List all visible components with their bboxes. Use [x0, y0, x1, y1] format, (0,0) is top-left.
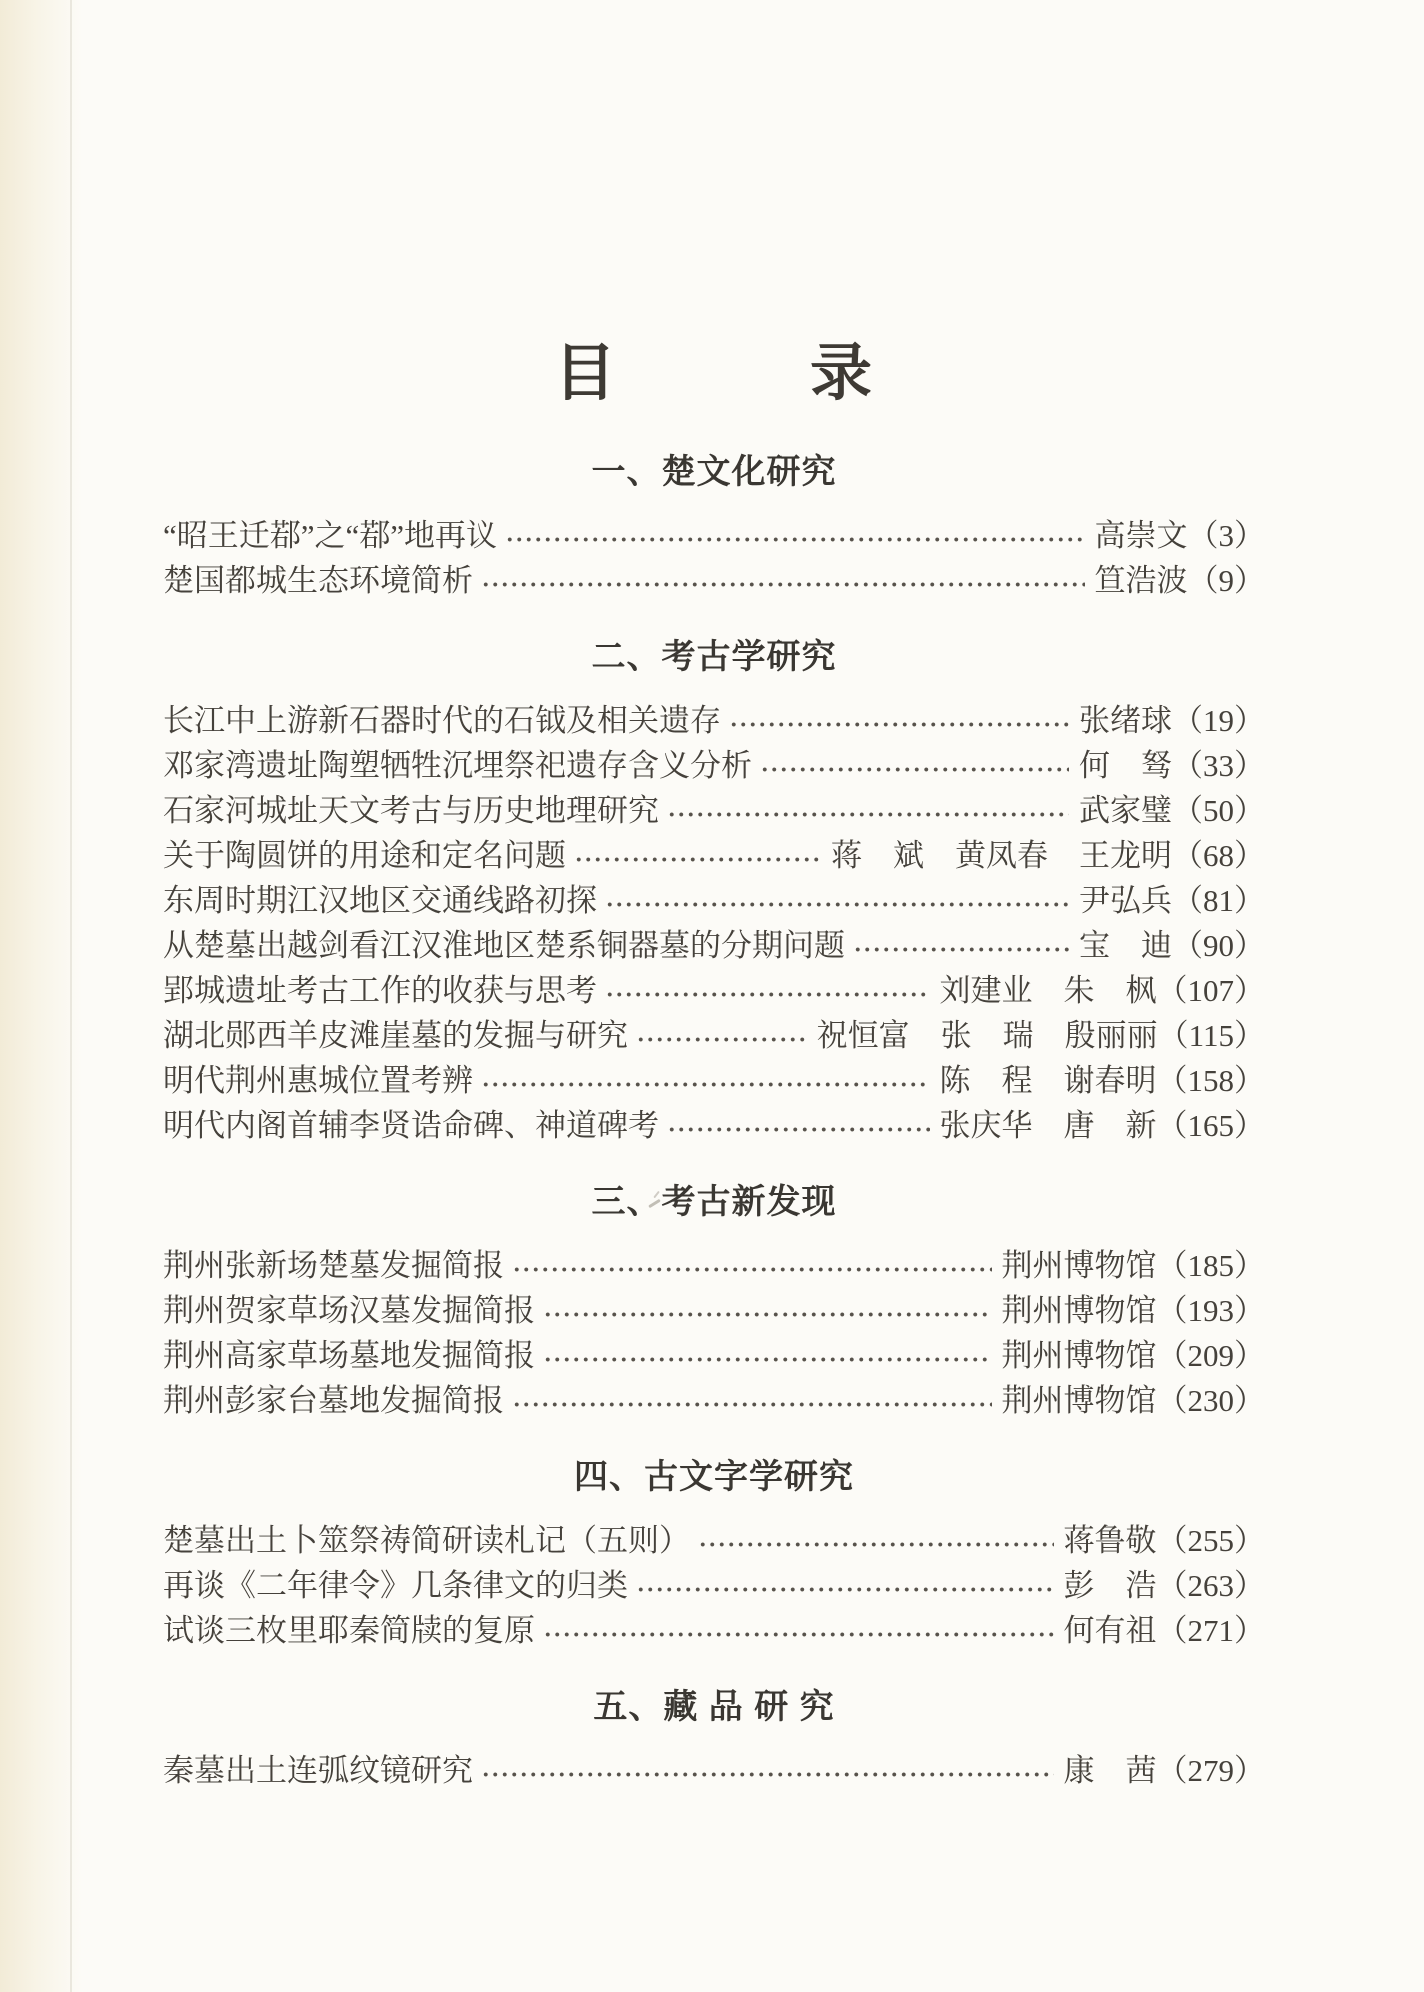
dot-leader — [698, 1518, 1054, 1563]
toc-entry-row — [163, 558, 1265, 603]
dot-leader — [729, 698, 1069, 743]
entry-title: 长江中上游新石器时代的石钺及相关遗存 — [163, 703, 721, 738]
section-heading: 二、考古学研究 — [591, 638, 837, 676]
section-heading: 四、古文字学研究 — [574, 1458, 854, 1496]
entry-authors: 康 茜 — [1063, 1753, 1157, 1788]
toc-entry-row — [163, 1288, 1265, 1333]
entry-page-number: （271） — [1156, 1613, 1265, 1648]
section-entries — [163, 698, 1265, 1148]
dot-leader — [543, 1608, 1054, 1653]
toc-entry-row — [163, 968, 1265, 1013]
dot-leader — [543, 1333, 992, 1378]
entry-page-number: （165） — [1156, 1108, 1265, 1143]
entry-title: 东周时期江汉地区交通线路初探 — [163, 883, 597, 918]
entry-authors: 何 驽 — [1079, 748, 1172, 783]
entry-page-number: （279） — [1156, 1753, 1265, 1788]
toc-section — [163, 1180, 1265, 1423]
toc-section — [163, 1685, 1265, 1793]
entry-page-number: （107） — [1156, 973, 1265, 1008]
toc-entry-row — [163, 923, 1265, 968]
toc-section — [163, 450, 1265, 603]
entry-authors: 陈 程 谢春明 — [939, 1063, 1157, 1098]
toc-sections — [163, 450, 1265, 1793]
entry-title: 楚国都城生态环境简析 — [163, 563, 473, 598]
entry-title: 荆州贺家草场汉墓发掘简报 — [163, 1293, 535, 1328]
toc-entry-row — [163, 743, 1265, 788]
entry-authors: 笪浩波 — [1094, 563, 1188, 598]
entry-page-number: （185） — [1156, 1248, 1265, 1283]
entry-authors: 荆州博物馆 — [1001, 1248, 1157, 1283]
entry-authors: 高崇文 — [1094, 518, 1188, 553]
entry-authors: 宝 迪 — [1079, 928, 1172, 963]
entry-page-number: （158） — [1156, 1063, 1265, 1098]
toc-entry-row — [163, 1058, 1265, 1103]
entry-page-number: （209） — [1156, 1338, 1265, 1373]
dot-leader — [574, 833, 821, 878]
entry-title: 再谈《二年律令》几条律文的归类 — [163, 1568, 628, 1603]
entry-title: “昭王迁鄀”之“鄀”地再议 — [163, 518, 498, 553]
section-heading: 五、藏 品 研 究 — [593, 1688, 835, 1726]
dot-leader — [505, 513, 1084, 558]
entry-title: 石家河城址天文考古与历史地理研究 — [163, 793, 659, 828]
toc-entry-row — [163, 1103, 1265, 1148]
dot-leader — [481, 1748, 1054, 1793]
entry-title: 邓家湾遗址陶塑牺牲沉埋祭祀遗存含义分析 — [163, 748, 752, 783]
entry-page-number: （68） — [1172, 838, 1265, 873]
dot-leader — [636, 1013, 807, 1058]
entry-page-number: （193） — [1156, 1293, 1265, 1328]
entry-authors: 何有祖 — [1063, 1613, 1157, 1648]
entry-title: 荆州高家草场墓地发掘简报 — [163, 1338, 535, 1373]
entry-authors: 尹弘兵 — [1079, 883, 1172, 918]
entry-page-number: （81） — [1172, 883, 1265, 918]
toc-entry-row — [163, 1333, 1265, 1378]
entry-page-number: （50） — [1172, 793, 1265, 828]
dot-leader — [605, 968, 930, 1013]
entry-authors: 蒋鲁敬 — [1063, 1523, 1157, 1558]
dot-leader — [543, 1288, 992, 1333]
entry-title: 试谈三枚里耶秦简牍的复原 — [163, 1613, 535, 1648]
entry-authors: 荆州博物馆 — [1001, 1383, 1157, 1418]
page-title: 目 录 — [553, 340, 874, 408]
entry-title: 湖北郧西羊皮滩崖墓的发掘与研究 — [163, 1018, 628, 1053]
entry-title: 荆州张新场楚墓发掘简报 — [163, 1248, 504, 1283]
section-entries — [163, 1748, 1265, 1793]
entry-page-number: （19） — [1172, 703, 1265, 738]
dot-leader — [667, 788, 1069, 833]
toc-entry-row — [163, 1378, 1265, 1423]
entry-authors: 刘建业 朱 枫 — [939, 973, 1157, 1008]
toc-entry-row — [163, 1563, 1265, 1608]
entry-authors: 荆州博物馆 — [1001, 1293, 1157, 1328]
entry-page-number: （230） — [1156, 1383, 1265, 1418]
section-heading: 三、考古新发现 — [591, 1183, 837, 1221]
dot-leader — [605, 878, 1069, 923]
toc-entry-row — [163, 1748, 1265, 1793]
entry-title: 关于陶圆饼的用途和定名问题 — [163, 838, 566, 873]
dot-leader — [481, 1058, 930, 1103]
toc-entry-row — [163, 1243, 1265, 1288]
entry-title: 明代荆州惠城位置考辨 — [163, 1063, 473, 1098]
entry-authors: 荆州博物馆 — [1001, 1338, 1157, 1373]
entry-page-number: （90） — [1172, 928, 1265, 963]
toc-entry-row — [163, 1518, 1265, 1563]
entry-page-number: （33） — [1172, 748, 1265, 783]
entry-authors: 彭 浩 — [1063, 1568, 1157, 1603]
entry-authors: 蒋 斌 黄凤春 王龙明 — [831, 838, 1172, 873]
toc-entry-row — [163, 513, 1265, 558]
entry-title: 楚墓出土卜筮祭祷简研读札记（五则） — [163, 1523, 690, 1558]
toc-entry-row — [163, 698, 1265, 743]
section-entries — [163, 1518, 1265, 1653]
entry-page-number: （255） — [1156, 1523, 1265, 1558]
entry-page-number: （263） — [1156, 1568, 1265, 1603]
dot-leader — [512, 1243, 992, 1288]
section-entries — [163, 513, 1265, 603]
toc-entry-row — [163, 833, 1265, 878]
entry-page-number: （9） — [1187, 563, 1265, 598]
toc-entry-row — [163, 1608, 1265, 1653]
section-entries — [163, 1243, 1265, 1423]
entry-title: 秦墓出土连弧纹镜研究 — [163, 1753, 473, 1788]
page-left-crease — [70, 0, 72, 1992]
dot-leader — [512, 1378, 992, 1423]
entry-title: 荆州彭家台墓地发掘简报 — [163, 1383, 504, 1418]
dot-leader — [667, 1103, 930, 1148]
entry-title: 明代内阁首辅李贤诰命碑、神道碑考 — [163, 1108, 659, 1143]
section-heading: 一、楚文化研究 — [591, 453, 837, 491]
page-left-spine-tint — [0, 0, 82, 1992]
dot-leader — [760, 743, 1069, 788]
entry-authors: 张绪球 — [1079, 703, 1172, 738]
entry-authors: 祝恒富 张 瑞 殷丽丽 — [816, 1018, 1158, 1053]
toc-entry-row — [163, 878, 1265, 923]
entry-title: 从楚墓出越剑看江汉淮地区楚系铜器墓的分期问题 — [163, 928, 845, 963]
toc-page — [163, 0, 1265, 1793]
dot-leader — [853, 923, 1069, 968]
entry-page-number: （3） — [1187, 518, 1265, 553]
toc-section — [163, 1455, 1265, 1653]
dot-leader — [636, 1563, 1054, 1608]
entry-title: 郢城遗址考古工作的收获与思考 — [163, 973, 597, 1008]
toc-section — [163, 635, 1265, 1148]
toc-entry-row — [163, 1013, 1265, 1058]
toc-entry-row — [163, 788, 1265, 833]
dot-leader — [481, 558, 1085, 603]
entry-page-number: （115） — [1157, 1018, 1265, 1053]
entry-authors: 张庆华 唐 新 — [939, 1108, 1157, 1143]
entry-authors: 武家璧 — [1079, 793, 1172, 828]
